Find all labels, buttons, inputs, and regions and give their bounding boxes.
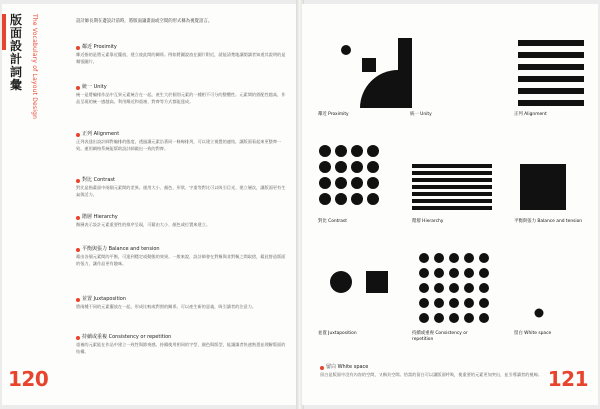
- alignment-illustration: [518, 40, 584, 106]
- section-white-space: [320, 364, 550, 379]
- section-hierarchy: [76, 214, 286, 229]
- section-balance: [76, 246, 286, 267]
- section-title: 並置 Juxtaposition: [82, 296, 127, 302]
- section-juxtaposition: [76, 296, 286, 311]
- bullet-dot: [76, 46, 80, 50]
- section-title: 持續或重複 Consistency or repetition: [82, 334, 172, 340]
- section-repetition: [76, 334, 286, 355]
- section-body: 藉由各個元素間的平衡，可達到穩定或動態的效果。一般來說，設計師會在對稱與非對稱之間取捨，藉此營造版面的張力，讓作品更有趣味。: [76, 254, 286, 266]
- juxtaposition-illustration: [330, 270, 390, 294]
- page-number: 120: [8, 367, 49, 391]
- page-title-english: The Vocabulary of Layout Design: [31, 14, 38, 120]
- section-title: 平衡與張力 Balance and tension: [82, 246, 160, 252]
- section-title: 留白 White space: [326, 364, 369, 370]
- bullet-dot: [320, 366, 324, 370]
- section-proximity: [76, 44, 286, 65]
- section-title: 階層 Hierarchy: [82, 214, 118, 220]
- balance-illustration: [520, 164, 566, 210]
- section-unity: [76, 84, 286, 105]
- bullet-dot: [76, 216, 80, 220]
- section-title: 對比 Contrast: [82, 177, 115, 183]
- page-title: 版面設計詞彙: [10, 13, 23, 92]
- title-accent-bar: [2, 14, 6, 50]
- section-body: 將兩種不同的元素擺放在一起，形成比較或對照的關係，可以產生新的意義，吸引讀者的注意力。: [76, 304, 257, 309]
- caption-juxtaposition: 並置 Juxtaposition: [318, 331, 357, 336]
- caption-contrast: 對比 Contrast: [318, 219, 347, 224]
- bullet-dot: [76, 179, 80, 183]
- section-body: 統一是將編排作品中互異元素統合在一起，產生大於個別元素的一種相不可分的整體性。元素間的搭配性越高，作品呈現的統一感越高。利用鄰近和重複、對齊等方式都能達成。: [76, 92, 286, 104]
- bullet-dot: [76, 133, 80, 137]
- caption-alignment: 正列 Alignment: [514, 112, 547, 117]
- white-space-illustration: [534, 308, 544, 318]
- repetition-illustration: [418, 252, 490, 324]
- section-alignment: [76, 131, 286, 152]
- left-page: [2, 4, 298, 405]
- contrast-illustration: [318, 144, 382, 208]
- bullet-dot: [76, 298, 80, 302]
- caption-proximity: 鄰近 Proximity: [318, 112, 349, 117]
- caption-white-space: 留白 White space: [514, 331, 552, 336]
- bullet-dot: [76, 248, 80, 252]
- intro-paragraph: 設計師長期在邊設計前時，將版面讓畫面或空間的形式稱為視覺語言。: [76, 19, 213, 24]
- caption-hierarchy: 階層 Hierarchy: [412, 219, 444, 224]
- bullet-dot: [76, 336, 80, 340]
- caption-repetition: 持續或重複 Consistency or repetition: [412, 331, 468, 342]
- section-body: 重複的元素能在作品中建立一致性與節奏感。持續使用相同的字型、顏色與版型，能讓讀者快速熟悉並理解版面的結構。: [76, 342, 286, 354]
- unity-illustration: [344, 32, 414, 110]
- section-body: 正列表達出設計師對編排的態度，透過讓元素沿著同一條線排列，可以建立視覺的連結，讓版面看起來更整齊一致。運用網格系統能幫助設計師做出一致的對齊。: [76, 139, 282, 151]
- section-body: 留白是版面中沒有內容的空間，又稱負空間。恰當的留白可以讓版面呼吸，使重要的元素更加突出，並引導讀者的視線。: [320, 372, 542, 377]
- right-page: [302, 4, 598, 405]
- section-body: 鄰近指的是將元素靠近擺放，建立彼此間的關係。例如將圖說放在圖片附近，就能清楚地讓閱讀者知道其說明的是哪張圖片。: [76, 52, 286, 64]
- caption-balance: 平衡與張力 Balance and tension: [514, 219, 583, 224]
- page-number: 121: [547, 367, 588, 391]
- section-title: 統一 Unity: [82, 84, 107, 90]
- hierarchy-illustration: [412, 164, 492, 210]
- section-body: 階層表示設計元素重要性的排序呈現，可藉由大小、顏色或位置來建立。: [76, 222, 211, 227]
- section-title: 鄰近 Proximity: [82, 44, 117, 50]
- section-title: 正列 Alignment: [82, 131, 120, 137]
- bullet-dot: [76, 86, 80, 90]
- caption-unity: 統一 Unity: [410, 112, 432, 117]
- section-body: 對比是指畫面中兩個元素間的差異。運用大小、顏色、形狀、字重等對比可以吸引目光、建立層次，讓版面更有生氣與活力。: [76, 185, 286, 197]
- section-contrast: [76, 177, 286, 198]
